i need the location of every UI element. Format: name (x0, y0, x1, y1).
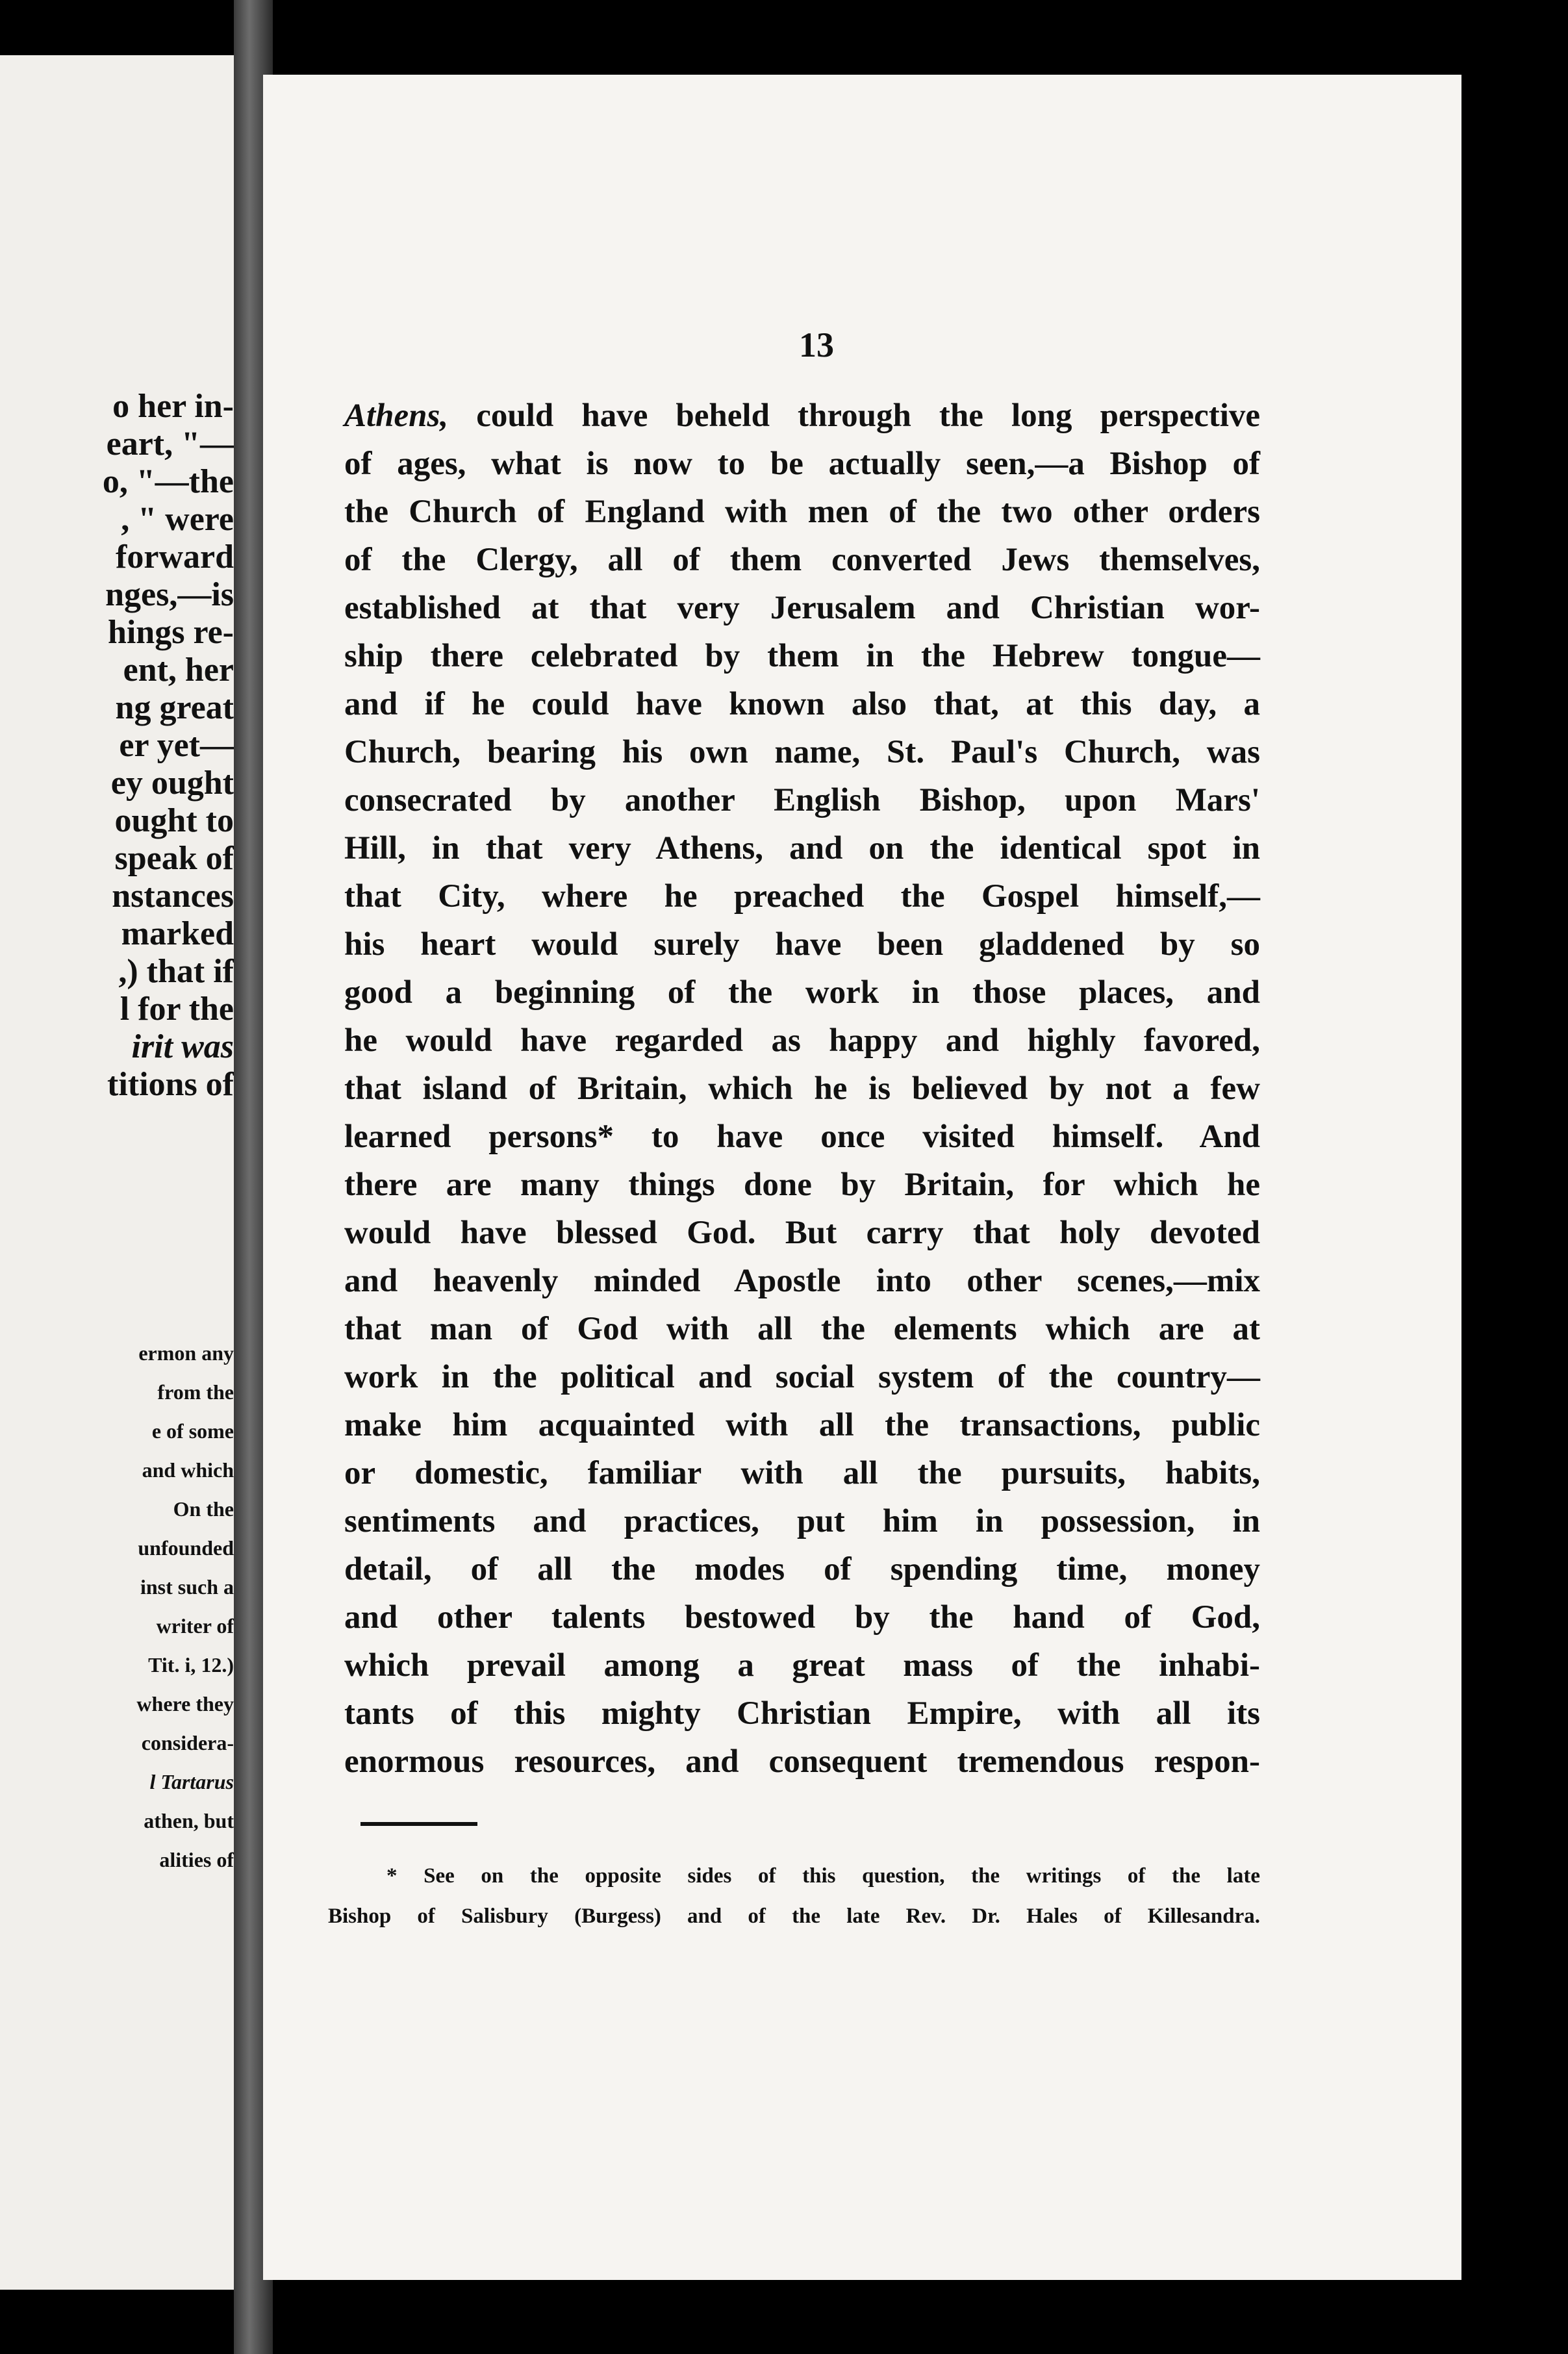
body-text-line: consecrated by another English Bishop, upon Mars' (344, 782, 1260, 818)
left-text-line: ng great (115, 689, 234, 726)
left-text-line: marked (121, 915, 234, 952)
body-text-line: and heavenly minded Apostle into other scenes,—mix (344, 1263, 1260, 1299)
left-text-line: nstances (112, 878, 234, 915)
body-text-line: the Church of England with men of the two other orders (344, 494, 1260, 530)
left-footnote-line: l Tartarus (149, 1770, 234, 1793)
left-footnote-line: On the (173, 1497, 234, 1521)
left-footnote-line: where they (136, 1692, 234, 1715)
left-footnote-line: from the (157, 1380, 234, 1404)
scan-border (1461, 0, 1568, 2354)
left-text-line: ,) that if (118, 953, 234, 990)
left-footnote-line: considera- (141, 1731, 234, 1754)
left-text-line: irit was (131, 1028, 234, 1065)
left-text-line: ey ought (110, 765, 234, 802)
footnote-line: * See on the opposite sides of this question, the writings of the late (386, 1864, 1260, 1888)
footnote-rule (360, 1822, 477, 1826)
left-text-line: nges,—is (105, 576, 234, 613)
page-number: 13 (799, 325, 834, 364)
left-text-line: eart, "— (106, 425, 234, 462)
body-text-line: make him acquainted with all the transactions, public (344, 1407, 1260, 1443)
left-footnote-line: ermon any (138, 1341, 234, 1365)
left-text-line: forward (116, 538, 234, 576)
body-text-line: ship there celebrated by them in the Hebrew tongue— (344, 638, 1260, 674)
body-text-line: sentiments and practices, put him in possession, in (344, 1503, 1260, 1539)
body-text-line: that man of God with all the elements which are at (344, 1311, 1260, 1347)
left-footnote-line: and which (142, 1458, 234, 1482)
body-text-line: his heart would surely have been gladdened by so (344, 926, 1260, 963)
body-text-line: tants of this mighty Christian Empire, with all its (344, 1695, 1260, 1732)
body-text-line: detail, of all the modes of spending time, money (344, 1551, 1260, 1588)
body-text-line: of ages, what is now to be actually seen,—a Bishop of (344, 446, 1260, 482)
left-text-line: o, "—the (102, 463, 234, 500)
body-text-line: learned persons* to have once visited himself. And (344, 1119, 1260, 1155)
left-footnote-line: athen, but (144, 1809, 234, 1832)
body-text-line: there are many things done by Britain, for which he (344, 1167, 1260, 1203)
left-text-line: o her in- (112, 388, 234, 425)
body-text-line: he would have regarded as happy and highly favored, (344, 1022, 1260, 1059)
left-text-line: titions of (107, 1066, 234, 1103)
left-text-line: ent, her (123, 652, 234, 689)
body-text-line: Church, bearing his own name, St. Paul's Church, was (344, 734, 1260, 770)
body-text-line: and if he could have known also that, at this day, a (344, 686, 1260, 722)
left-footnote-line: writer of (156, 1614, 234, 1638)
left-text-line: er yet— (119, 727, 234, 764)
left-footnote-line: e of some (151, 1419, 234, 1443)
body-text-line: would have blessed God. But carry that holy devoted (344, 1215, 1260, 1251)
left-text-line: , " were (121, 501, 234, 538)
left-footnote-line: unfounded (138, 1536, 234, 1560)
footnote-line: Bishop of Salisbury (Burgess) and of the late Rev. Dr. Hales of Killesandra. (328, 1905, 1260, 1928)
left-footnote-line: inst such a (140, 1575, 234, 1599)
body-text-line: which prevail among a great mass of the inhabi- (344, 1647, 1260, 1684)
body-text-line: Athens, could have beheld through the long perspective (344, 398, 1260, 434)
body-text-line: established at that very Jerusalem and Christian wor- (344, 590, 1260, 626)
body-text-line: good a beginning of the work in those places, and (344, 974, 1260, 1011)
left-footnote-line: alities of (159, 1848, 234, 1871)
italic-word: Athens, (344, 398, 449, 434)
left-text-line: l for the (120, 991, 234, 1028)
left-footnote-line: Tit. i, 12.) (148, 1653, 234, 1677)
left-text-line: speak of (114, 840, 234, 877)
left-text-line: hings re- (107, 614, 234, 651)
body-text-line: and other talents bestowed by the hand of God, (344, 1599, 1260, 1636)
body-text-line: that City, where he preached the Gospel himself,— (344, 878, 1260, 915)
body-text-line: that island of Britain, which he is believed by not a few (344, 1070, 1260, 1107)
left-text-line: ought to (114, 802, 234, 839)
body-text-line: work in the political and social system of the country— (344, 1359, 1260, 1395)
left-page-fragment (0, 55, 242, 2290)
body-text-line: enormous resources, and consequent tremendous respon- (344, 1743, 1260, 1780)
body-text-line: Hill, in that very Athens, and on the identical spot in (344, 830, 1260, 867)
body-text-line: of the Clergy, all of them converted Jews themselves, (344, 542, 1260, 578)
body-text-line: or domestic, familiar with all the pursuits, habits, (344, 1455, 1260, 1491)
